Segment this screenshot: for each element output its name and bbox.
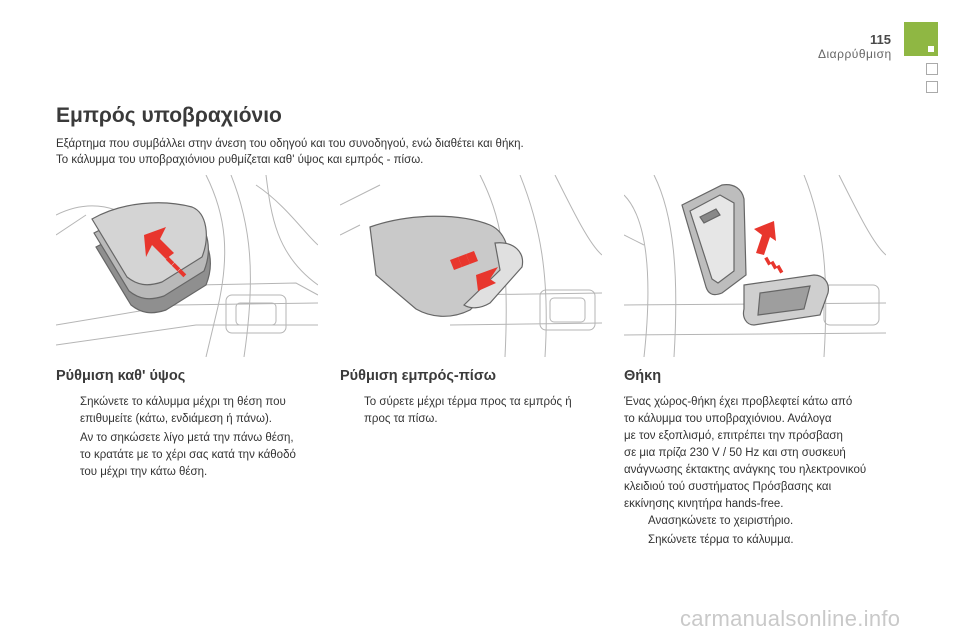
bullet-item [56, 430, 326, 481]
chapter-box-2 [926, 81, 938, 93]
bullet-item [56, 394, 326, 428]
bullet-item [624, 532, 894, 549]
watermark: carmanualsonline.info [680, 606, 901, 631]
bullet-line: Σηκώνετε τέρμα το κάλυμμα. [648, 534, 794, 546]
bullet-item [340, 394, 610, 428]
intro-line-1: Εξάρτημα που συμβάλλει στην άνεση του οδηγού και του συνοδηγού, ενώ διαθέτει και θήκη. [56, 138, 524, 150]
section-heading: Ρύθμιση καθ' ύψος [56, 368, 186, 384]
section-heading: Θήκη [624, 368, 662, 384]
bullet-line: Το σύρετε μέχρι τέρμα προς τα εμπρός ή [364, 396, 572, 408]
page-title: Εμπρός υποβραχιόνιο [56, 104, 282, 127]
intro-text [56, 136, 524, 168]
bullet-line: το κρατάτε με το χέρι σας κατά την κάθοδό [80, 449, 296, 461]
chapter-box-1 [926, 63, 938, 75]
bullet-item [624, 513, 894, 530]
bullet-line: Ανασηκώνετε το χειριστήριο. [648, 515, 794, 527]
bullet-line: επιθυμείτε (κάτω, ενδιάμεση ή πάνω). [80, 413, 272, 425]
paragraph-line: το κάλυμμα του υποβραχιόνιου. Ανάλογα [624, 413, 832, 425]
bullet-line: Σηκώνετε το κάλυμμα μέχρι τη θέση που [80, 396, 286, 408]
section-storage [624, 368, 894, 551]
paragraph-line: με τον εξοπλισμό, επιτρέπει την πρόσβαση [624, 430, 843, 442]
bullet-line: Αν το σηκώσετε λίγο μετά την πάνω θέση, [80, 432, 294, 444]
illustration-height-adjustment [56, 175, 318, 357]
section-height-adjustment [56, 368, 326, 483]
illustration-storage-compartment [624, 175, 886, 357]
section-heading: Ρύθμιση εμπρός-πίσω [340, 368, 497, 384]
chapter-tab-marker [928, 46, 934, 52]
storage-description [624, 394, 894, 513]
illustration-fore-aft-adjustment [340, 175, 602, 357]
paragraph-line: σε μια πρίζα 230 V / 50 Hz και στη συσκευή [624, 447, 846, 459]
section-fore-aft-adjustment [340, 368, 610, 430]
paragraph-line: κλειδιού τού συστήματος Πρόσβασης και [624, 481, 832, 493]
intro-line-2: Το κάλυμμα του υποβραχιόνιου ρυθμίζεται καθ' ύψος και εμπρός - πίσω. [56, 154, 424, 166]
paragraph-line: Ένας χώρος-θήκη έχει προβλεφτεί κάτω από [624, 396, 853, 408]
bullet-line: προς τα πίσω. [364, 413, 438, 425]
bullet-line: του μέχρι την κάτω θέση. [80, 466, 208, 478]
section-header: Διαρρύθμιση [818, 47, 892, 61]
paragraph-line: εκκίνησης κινητήρα hands-free. [624, 498, 784, 510]
page-number: 115 [870, 32, 891, 47]
paragraph-line: ανάγνωσης έκτακτης ανάγκης του ηλεκτρονικού [624, 464, 867, 476]
chapter-tab [904, 22, 938, 56]
